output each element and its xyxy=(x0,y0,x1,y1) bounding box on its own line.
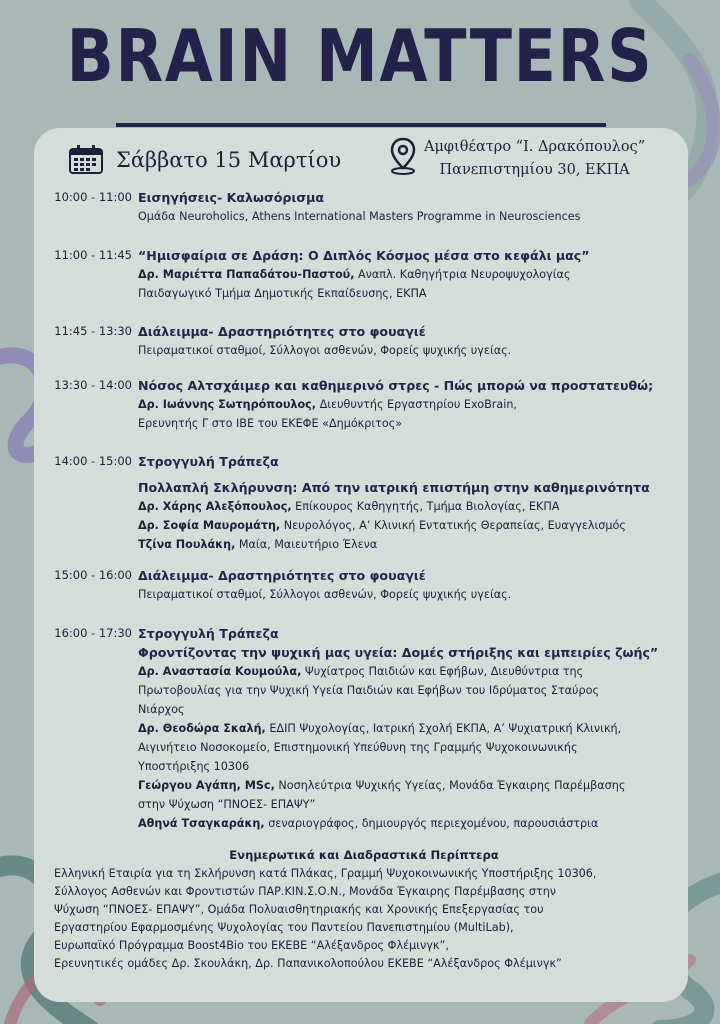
speaker-line: Υποστήριξης 10306 xyxy=(138,760,250,773)
session-title: Στρογγυλή Τράπεζα xyxy=(138,454,279,469)
exhibitor-line: Ελληνική Εταιρία για τη Σκλήρυνση κατά Πλάκας, Γραμμή Ψυχοκοινωνικής Υποστήριξης 10306, xyxy=(54,867,597,880)
session xyxy=(36,188,686,226)
session xyxy=(36,452,686,554)
session-title: Διάλειμμα- Δραστηριότητες στο φουαγιέ xyxy=(138,568,426,583)
session-subtitle: Πολλαπλή Σκλήρυνση: Από την ιατρική επιστήμη στην καθημερινότητα xyxy=(138,480,650,495)
speaker-line xyxy=(138,776,686,795)
session-text xyxy=(138,395,686,414)
speaker-role: Ψυχίατρος Παιδιών και Εφήβων, Διευθύντρια της xyxy=(301,665,584,678)
speaker-line: Πρωτοβουλίας για την Ψυχική Υγεία Παιδιών και Εφήβων του Ιδρύματος Σταύρος xyxy=(138,684,600,697)
speaker-line xyxy=(138,497,686,516)
session-text xyxy=(138,265,686,284)
speaker-role: Επίκουρος Καθηγητής, Τμήμα Βιολογίας, ΕΚΠΑ xyxy=(291,500,560,513)
speaker-role: Διευθυντής Εργαστηρίου ExoBrain, xyxy=(316,398,517,411)
session-time: 14:00 - 15:00 xyxy=(54,454,132,468)
calendar-icon xyxy=(68,145,104,175)
speaker-role: Νευρολόγος, Α’ Κλινική Εντατικής Θεραπείας, Ευαγγελισμός xyxy=(280,519,626,532)
speaker-name: Δρ. Χάρης Αλεξόπουλος, xyxy=(138,500,292,513)
speaker-line xyxy=(138,535,686,554)
session xyxy=(36,246,686,303)
speaker-name: Δρ. Σοφία Μαυρομάτη, xyxy=(138,519,281,532)
venue xyxy=(388,136,645,182)
exhibitor-line: Ευρωπαϊκό Πρόγραμμα Boost4Bio του ΕΚΕΒΕ “Αλέξανδρος Φλέμινγκ”, xyxy=(54,939,449,952)
exhibitor-line: Εργαστηρίου Εφαρμοσμένης Ψυχολογίας του Παντείου Πανεπιστημίου (MultiLab), xyxy=(54,921,514,934)
exhibitor-line: Ερευνητικές ομάδες Δρ. Σκουλάκη, Δρ. Παπανικολοπούλου ΕΚΕΒΕ “Αλέξανδρος Φλέμινγκ” xyxy=(54,957,562,970)
session-time: 15:00 - 16:00 xyxy=(54,568,132,582)
exhibitor-line: Σύλλογος Ασθενών και Φροντιστών ΠΑΡ.ΚΙΝ.Σ.Ο.Ν., Μονάδα Έγκαιρης Παρέμβασης στην xyxy=(54,885,557,898)
venue-line-2: Πανεπιστημίου 30, ΕΚΠΑ xyxy=(439,162,630,178)
speaker-line: Νιάρχος xyxy=(138,703,185,716)
session-time: 10:00 - 11:00 xyxy=(54,190,132,204)
speaker-role: Αναπλ. Καθηγήτρια Νευροψυχολογίας xyxy=(354,268,571,281)
session-text: Ερευνητής Γ στο ΙΒΕ του ΕΚΕΦΕ «Δημόκριτος» xyxy=(138,417,403,430)
speaker-name: Τζίνα Πουλάκη, xyxy=(138,538,236,551)
session-time: 16:00 - 17:30 xyxy=(54,626,132,640)
speaker-name: Δρ. Αναστασία Κουμούλα, xyxy=(138,665,302,678)
session-time: 11:45 - 13:30 xyxy=(54,324,132,338)
speaker-name: Αθηνά Τσαγκαράκη, xyxy=(138,817,265,830)
speaker-name: Δρ. Θεοδώρα Σκαλή, xyxy=(138,722,266,735)
speaker-line xyxy=(138,516,686,535)
exhibitors-heading: Ενημερωτικά και Διαδραστικά Περίπτερα xyxy=(229,848,499,862)
speaker-line xyxy=(138,662,686,681)
session-title: Εισηγήσεις- Καλωσόρισμα xyxy=(138,190,325,205)
session xyxy=(36,322,686,360)
session-time: 11:00 - 11:45 xyxy=(54,248,132,262)
speaker-role: σεναριογράφος, δημιουργός περιεχομένου, παρουσιάστρια xyxy=(264,817,599,830)
session-text: Πειραματικοί σταθμοί, Σύλλογοι ασθενών, Φορείς ψυχικής υγείας. xyxy=(138,344,512,357)
exhibitor-line: Ψύχωση “ΠΝΟΕΣ- ΕΠΑΨΥ”, Ομάδα Πολυαισθητηριακής και Χρονικής Επεξεργασίας του xyxy=(54,903,544,916)
session-time: 13:30 - 14:00 xyxy=(54,378,132,392)
speaker-line: στην Ψύχωση “ΠΝΟΕΣ- ΕΠΑΨΥ” xyxy=(138,798,316,811)
speaker-name: Δρ. Ιωάννης Σωτηρόπουλος, xyxy=(138,398,317,411)
session-title: “Ημισφαίρια σε Δράση: Ο Διπλός Κόσμος μέσα στο κεφάλι μας” xyxy=(138,248,590,263)
session-text: Ομάδα Neuroholics, Athens International Masters Programme in Neurosciences xyxy=(138,210,581,223)
speaker-name: Γεώργου Αγάπη, MSc, xyxy=(138,779,275,792)
session-text: Παιδαγωγικό Τμήμα Δημοτικής Εκπαίδευσης, ΕΚΠΑ xyxy=(138,287,427,300)
session-title: Νόσος Αλτσχάιμερ και καθημερινό στρες - Πώς μπορώ να προστατευθώ; xyxy=(138,378,654,393)
page-title: BRAIN MATTERS xyxy=(66,14,654,98)
speaker-line xyxy=(138,814,686,833)
speaker-role: Νοσηλεύτρια Ψυχικής Υγείας, Μονάδα Έγκαιρης Παρέμβασης xyxy=(274,779,626,792)
session xyxy=(36,566,686,604)
speaker-name: Δρ. Μαριέττα Παπαδάτου-Παστού, xyxy=(138,268,355,281)
session-text: Πειραματικοί σταθμοί, Σύλλογοι ασθενών, Φορείς ψυχικής υγείας. xyxy=(138,588,512,601)
location-pin-icon xyxy=(388,136,418,176)
speaker-line: Αιγινήτειο Νοσοκομείο, Επιστημονική Υπεύθυνη της Γραμμής Ψυχοκοινωνικής xyxy=(138,741,578,754)
session xyxy=(36,624,686,833)
session-title: Στρογγυλή Τράπεζα xyxy=(138,626,279,641)
speaker-role: ΕΔΙΠ Ψυχολογίας, Ιατρική Σχολή ΕΚΠΑ, Α’ Ψυχιατρική Κλινική, xyxy=(265,722,622,735)
session xyxy=(36,376,686,433)
event-date xyxy=(68,140,341,180)
speaker-role: Μαία, Μαιευτήριο Έλενα xyxy=(235,538,378,551)
speaker-line xyxy=(138,719,686,738)
title-underline xyxy=(116,123,606,127)
date-text: Σάββατο 15 Μαρτίου xyxy=(116,148,342,172)
venue-line-1: Αμφιθέατρο “Ι. Δρακόπουλος” xyxy=(424,139,646,155)
session-title: Διάλειμμα- Δραστηριότητες στο φουαγιέ xyxy=(138,324,426,339)
exhibitors-section xyxy=(54,846,674,973)
session-subtitle: Φροντίζοντας την ψυχική μας υγεία: Δομές στήριξης και εμπειρίες ζωής” xyxy=(138,645,659,660)
